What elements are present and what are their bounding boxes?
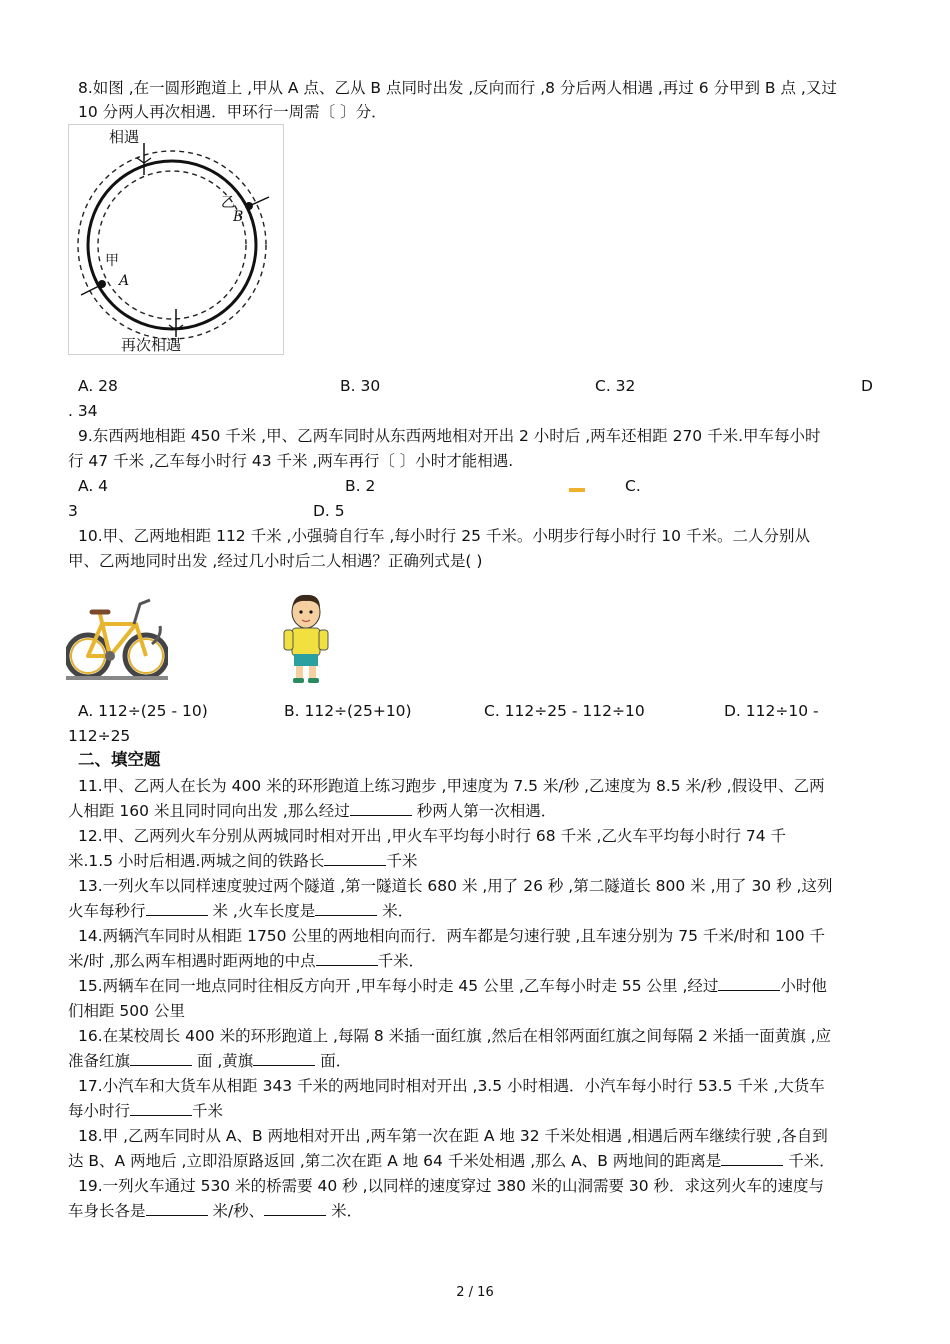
q9-option-b: B. 2 (345, 477, 376, 495)
point-b-dot (245, 202, 253, 210)
q10-line1: 10.甲、乙两地相距 112 千米 ,小强骑自行车 ,每小时行 25 千米。小明步行每小时行 10 千米。二人分别从 (78, 527, 810, 545)
q13-text-a: 火车每秒行 (68, 902, 146, 920)
q8-option-d-value: . 34 (68, 402, 98, 420)
label-yi: 乙 (221, 195, 235, 211)
q18-line2 (68, 1151, 835, 1171)
section-fill-in-title: 二、填空题 (78, 750, 161, 769)
q13-text-c: 米． (377, 902, 414, 920)
q13-text-b: 米 ,火车长度是 (207, 902, 316, 920)
q19-text-c: 米． (326, 1202, 363, 1220)
q12-text-b: 千米 (386, 852, 418, 870)
q17-text-a: 每小时行 (68, 1102, 131, 1120)
q18-text-a: 达 B、A 两地后 ,立即沿原路返回 ,第二次在距 A 地 64 千米处相遇 ,那么 A、B 两地间的距离是 (68, 1152, 722, 1170)
label-jia: 甲 (105, 253, 119, 269)
q12-line2 (68, 851, 417, 871)
q11-text-b: 秒两人第一次相遇． (411, 802, 557, 820)
q8-option-d-letter: D (861, 377, 873, 395)
q9-option-c-value: 3 (68, 502, 78, 520)
q13-line1: 13.一列火车以同样速度驶过两个隧道 ,第一隧道长 680 米 ,用了 26 秒 ,第二隧道长 800 米 ,用了 30 秒 ,这列 (78, 877, 833, 895)
q18-blank[interactable] (721, 1151, 783, 1166)
q15-line1 (78, 976, 827, 996)
q16-line1: 16.在某校周长 400 米的环形跑道上 ,每隔 8 米插一面红旗 ,然后在相邻两面红旗之间每隔 2 米插一面黄旗 ,应 (78, 1027, 832, 1045)
q19-text-a: 车身长各是 (68, 1202, 146, 1220)
inner-dashed-track (98, 171, 246, 319)
main-track-circle (88, 161, 256, 329)
q15-blank[interactable] (718, 976, 780, 991)
bicycle-icon (66, 592, 168, 686)
q9-line2: 行 47 千米 ,乙车每小时行 43 千米 ,两车再行〔 〕小时才能相遇. (68, 452, 514, 470)
q16-blank-2[interactable] (253, 1051, 315, 1066)
q17-line1: 17.小汽车和大货车从相距 343 千米的两地同时相对开出 ,3.5 小时相遇．小汽车每小时行 53.5 千米 ,大货车 (78, 1077, 825, 1095)
q8-option-c: C. 32 (595, 377, 636, 395)
q9-option-d: D. 5 (313, 502, 345, 520)
q19-blank-1[interactable] (146, 1201, 208, 1216)
q12-text-a: 米.1.5 小时后相遇.两城之间的铁路长 (68, 852, 325, 870)
q14-line1: 14.两辆汽车同时从相距 1750 公里的两地相向而行．两车都是匀速行驶 ,且车速分别为 75 千米/时和 100 千 (78, 927, 826, 945)
q10-option-c: C. 112÷25 - 112÷10 (484, 702, 645, 720)
q8-option-a: A. 28 (78, 377, 118, 395)
q10-option-a: A. 112÷(25 - 10) (78, 702, 208, 720)
q18-text-b: 千米． (783, 1152, 835, 1170)
boy-illustration (280, 592, 332, 686)
q13-line2 (68, 901, 413, 921)
q15-line2: 们相距 500 公里 (68, 1002, 185, 1020)
q12-blank[interactable] (324, 851, 386, 866)
q8-track-figure (68, 124, 284, 355)
q16-text-b: 面 ,黄旗 (192, 1052, 254, 1070)
q9-line1: 9.东西两地相距 450 千米 ,甲、乙两车同时从东西两地相对开出 2 小时后 ,两车还相距 270 千米.甲车每小时 (78, 427, 821, 445)
q10-option-b: B. 112÷(25+10) (284, 702, 412, 720)
label-remeet: 再次相遇 (121, 336, 182, 354)
q12-line1: 12.甲、乙两列火车分别从两城同时相对开出 ,甲火车平均每小时行 68 千米 ,乙火车平均每小时行 74 千 (78, 827, 787, 845)
label-b: B (233, 209, 244, 225)
bicycle-illustration (66, 592, 168, 686)
q8-line1: 8.如图 ,在一圆形跑道上 ,甲从 A 点、乙从 B 点同时出发 ,反向而行 ,8 分后两人相遇 ,再过 6 分甲到 B 点 ,又过 (78, 79, 837, 97)
q8-line2: 10 分两人再次相遇．甲环行一周需〔 〕分． (78, 103, 387, 121)
q8-option-b: B. 30 (340, 377, 381, 395)
q19-text-b: 米/秒、 (207, 1202, 265, 1220)
q10-option-d-part1: D. 112÷10 - (724, 702, 819, 720)
circular-track-diagram (69, 125, 283, 354)
q16-blank-1[interactable] (130, 1051, 192, 1066)
q16-text-a: 准备红旗 (68, 1052, 131, 1070)
boy-icon (280, 592, 332, 686)
q15-text-a: 15.两辆车在同一地点同时往相反方向开 ,甲车每小时走 45 公里 ,乙车每小时走 55 公里 ,经过 (78, 977, 719, 995)
q14-line2 (68, 951, 424, 971)
outer-dashed-track (78, 151, 266, 339)
page-number: 2 / 16 (456, 1285, 494, 1300)
q18-line1: 18.甲 ,乙两车同时从 A、B 两地相对开出 ,两车第一次在距 A 地 32 千米处相遇 ,相遇后两车继续行驶 ,各自到 (78, 1127, 828, 1145)
q13-blank-1[interactable] (146, 901, 208, 916)
q13-blank-2[interactable] (315, 901, 377, 916)
label-meet: 相遇 (109, 128, 140, 146)
q11-line2 (68, 801, 556, 821)
q11-text-a: 人相距 160 米且同时同向出发 ,那么经过 (68, 802, 350, 820)
q15-text-b: 小时他 (780, 977, 827, 995)
highlight-mark (569, 488, 585, 492)
point-a-dot (98, 280, 106, 288)
q17-blank[interactable] (130, 1101, 192, 1116)
q14-blank[interactable] (316, 951, 378, 966)
q14-text-a: 米/时 ,那么两车相遇时距两地的中点 (68, 952, 316, 970)
q16-text-c: 面． (315, 1052, 352, 1070)
q14-text-b: 千米． (377, 952, 425, 970)
q17-text-b: 千米 (192, 1102, 224, 1120)
q10-line2: 甲、乙两地同时出发 ,经过几小时后二人相遇？正确列式是( ) (68, 552, 483, 570)
q9-option-c-letter: C. (625, 477, 641, 495)
q19-line1: 19.一列火车通过 530 米的桥需要 40 秒 ,以同样的速度穿过 380 米的山洞需要 30 秒．求这列火车的速度与 (78, 1177, 825, 1195)
q19-line2 (68, 1201, 362, 1221)
q11-line1: 11.甲、乙两人在长为 400 米的环形跑道上练习跑步 ,甲速度为 7.5 米/秒 ,乙速度为 8.5 米/秒 ,假设甲、乙两 (78, 777, 825, 795)
q19-blank-2[interactable] (264, 1201, 326, 1216)
q11-blank[interactable] (350, 801, 412, 816)
q16-line2 (68, 1051, 351, 1071)
q17-line2 (68, 1101, 223, 1121)
q10-option-d-part2: 112÷25 (68, 727, 131, 745)
q9-option-a: A. 4 (78, 477, 109, 495)
label-a: A (119, 273, 130, 289)
